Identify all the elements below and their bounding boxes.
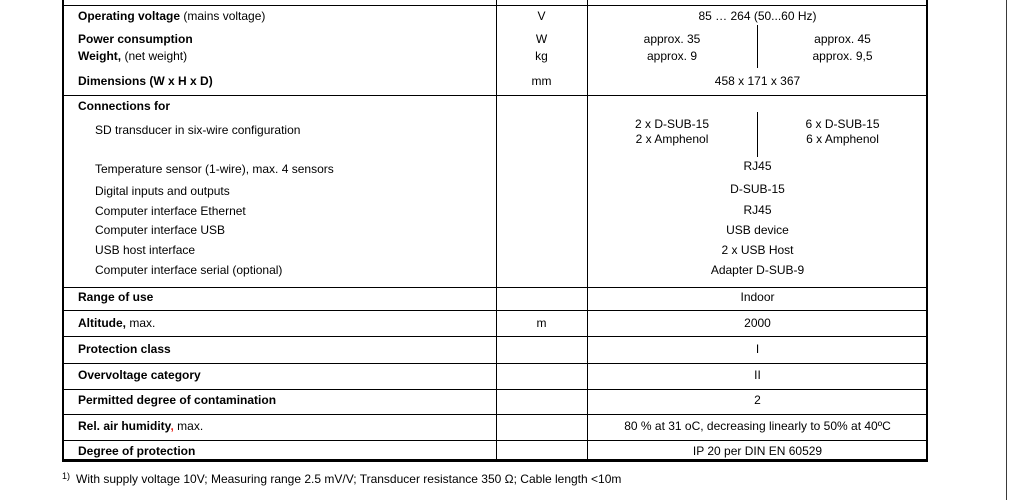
value-sd-left-line2: 2 x Amphenol bbox=[635, 132, 709, 146]
label-sd-transducer: SD transducer in six-wire configuration bbox=[95, 123, 301, 137]
label-altitude bbox=[78, 316, 155, 330]
label-contamination-degree-bold: Permitted degree of contamination bbox=[78, 393, 277, 407]
value-operating-voltage: 85 … 264 (50...60 Hz) bbox=[698, 9, 817, 23]
label-dimensions-bold: Dimensions (W x H x D) bbox=[78, 74, 213, 88]
label-operating-voltage bbox=[78, 9, 265, 23]
value-digital-io: D-SUB-15 bbox=[730, 182, 785, 196]
row-divider bbox=[62, 310, 928, 311]
page-edge-line bbox=[1006, 0, 1007, 500]
row-divider bbox=[62, 363, 928, 364]
label-range-of-use bbox=[78, 290, 153, 304]
label-weight-bold: Weight, bbox=[78, 49, 122, 63]
label-usb-host: USB host interface bbox=[95, 243, 196, 257]
label-altitude-bold: Altitude, bbox=[78, 316, 126, 330]
row-divider bbox=[62, 287, 928, 288]
row-divider bbox=[62, 336, 928, 337]
unit-dimensions: mm bbox=[531, 74, 552, 88]
value-rel-air-humidity: 80 % at 31 oC, decreasing linearly to 50% at 40ºC bbox=[624, 419, 891, 433]
label-digital-io: Digital inputs and outputs bbox=[95, 184, 230, 198]
value-degree-of-protection: IP 20 per DIN EN 60529 bbox=[692, 444, 823, 458]
column-divider-units bbox=[496, 0, 497, 460]
label-overvoltage-category bbox=[78, 368, 201, 382]
label-altitude-rest: max. bbox=[126, 316, 156, 330]
unit-altitude: m bbox=[536, 316, 547, 330]
row-divider bbox=[62, 440, 928, 441]
unit-power-consumption: W bbox=[535, 32, 548, 46]
label-overvoltage-category-bold: Overvoltage category bbox=[78, 368, 201, 382]
value-power-consumption-left: approx. 35 bbox=[643, 32, 701, 46]
label-degree-of-protection-bold: Degree of protection bbox=[78, 444, 196, 458]
row-divider bbox=[62, 389, 928, 390]
label-interface-serial: Computer interface serial (optional) bbox=[95, 263, 283, 277]
value-range-of-use: Indoor bbox=[740, 290, 775, 304]
value-weight-left: approx. 9 bbox=[646, 49, 698, 63]
value-overvoltage-category: II bbox=[754, 368, 761, 382]
value-contamination-degree: 2 bbox=[754, 393, 761, 407]
label-protection-class bbox=[78, 342, 171, 356]
value-sd-right-line1: 6 x D-SUB-15 bbox=[805, 117, 880, 131]
row-divider bbox=[62, 95, 928, 96]
table-left-border bbox=[62, 0, 64, 462]
label-degree-of-protection bbox=[78, 444, 195, 458]
value-sd-left-line1: 2 x D-SUB-15 bbox=[634, 117, 710, 131]
value-interface-usb: USB device bbox=[726, 223, 789, 237]
label-rel-air-humidity bbox=[78, 419, 203, 433]
value-protection-class: I bbox=[755, 342, 760, 356]
value-interface-serial: Adapter D-SUB-9 bbox=[710, 263, 805, 277]
footnote-marker: 1) bbox=[62, 471, 71, 481]
unit-operating-voltage: V bbox=[537, 9, 546, 23]
label-interface-usb: Computer interface USB bbox=[95, 223, 226, 237]
label-protection-class-bold: Protection class bbox=[78, 342, 171, 356]
row-divider-top bbox=[62, 5, 928, 6]
label-rel-air-humidity-red-comma: , bbox=[170, 419, 174, 433]
connections-header: Connections for bbox=[78, 99, 170, 113]
value-power-consumption-right: approx. 45 bbox=[814, 32, 871, 46]
label-interface-ethernet: Computer interface Ethernet bbox=[95, 204, 246, 218]
label-weight bbox=[78, 49, 187, 63]
value-usb-host: 2 x USB Host bbox=[721, 243, 794, 257]
unit-weight: kg bbox=[535, 49, 548, 63]
label-dimensions bbox=[78, 74, 213, 88]
label-operating-voltage-bold: Operating voltage bbox=[78, 9, 181, 23]
row-divider bbox=[62, 414, 928, 415]
label-temperature-sensor: Temperature sensor (1-wire), max. 4 sensors bbox=[95, 162, 334, 176]
value-weight-right: approx. 9,5 bbox=[812, 49, 873, 63]
label-contamination-degree bbox=[78, 393, 276, 407]
value-sd-right-line2: 6 x Amphenol bbox=[806, 132, 879, 146]
value-interface-ethernet: RJ45 bbox=[743, 203, 772, 217]
value-altitude: 2000 bbox=[744, 316, 771, 330]
label-rel-air-humidity-bold: Rel. air humidity bbox=[78, 419, 171, 433]
label-operating-voltage-rest: (mains voltage) bbox=[180, 9, 266, 23]
footnote-text: With supply voltage 10V; Measuring range 2.5 mV/V; Transducer resistance 350 Ω; Cable length <10m bbox=[76, 472, 622, 486]
label-weight-rest: (net weight) bbox=[121, 49, 188, 63]
label-power-consumption-bold: Power consumption bbox=[78, 32, 193, 46]
value-temperature-sensor: RJ45 bbox=[743, 159, 772, 173]
value-dimensions: 458 x 171 x 367 bbox=[714, 74, 801, 88]
label-power-consumption bbox=[78, 32, 193, 46]
table-bottom-border bbox=[62, 459, 928, 462]
label-rel-air-humidity-rest: max. bbox=[173, 419, 204, 433]
label-range-of-use-bold: Range of use bbox=[78, 290, 154, 304]
